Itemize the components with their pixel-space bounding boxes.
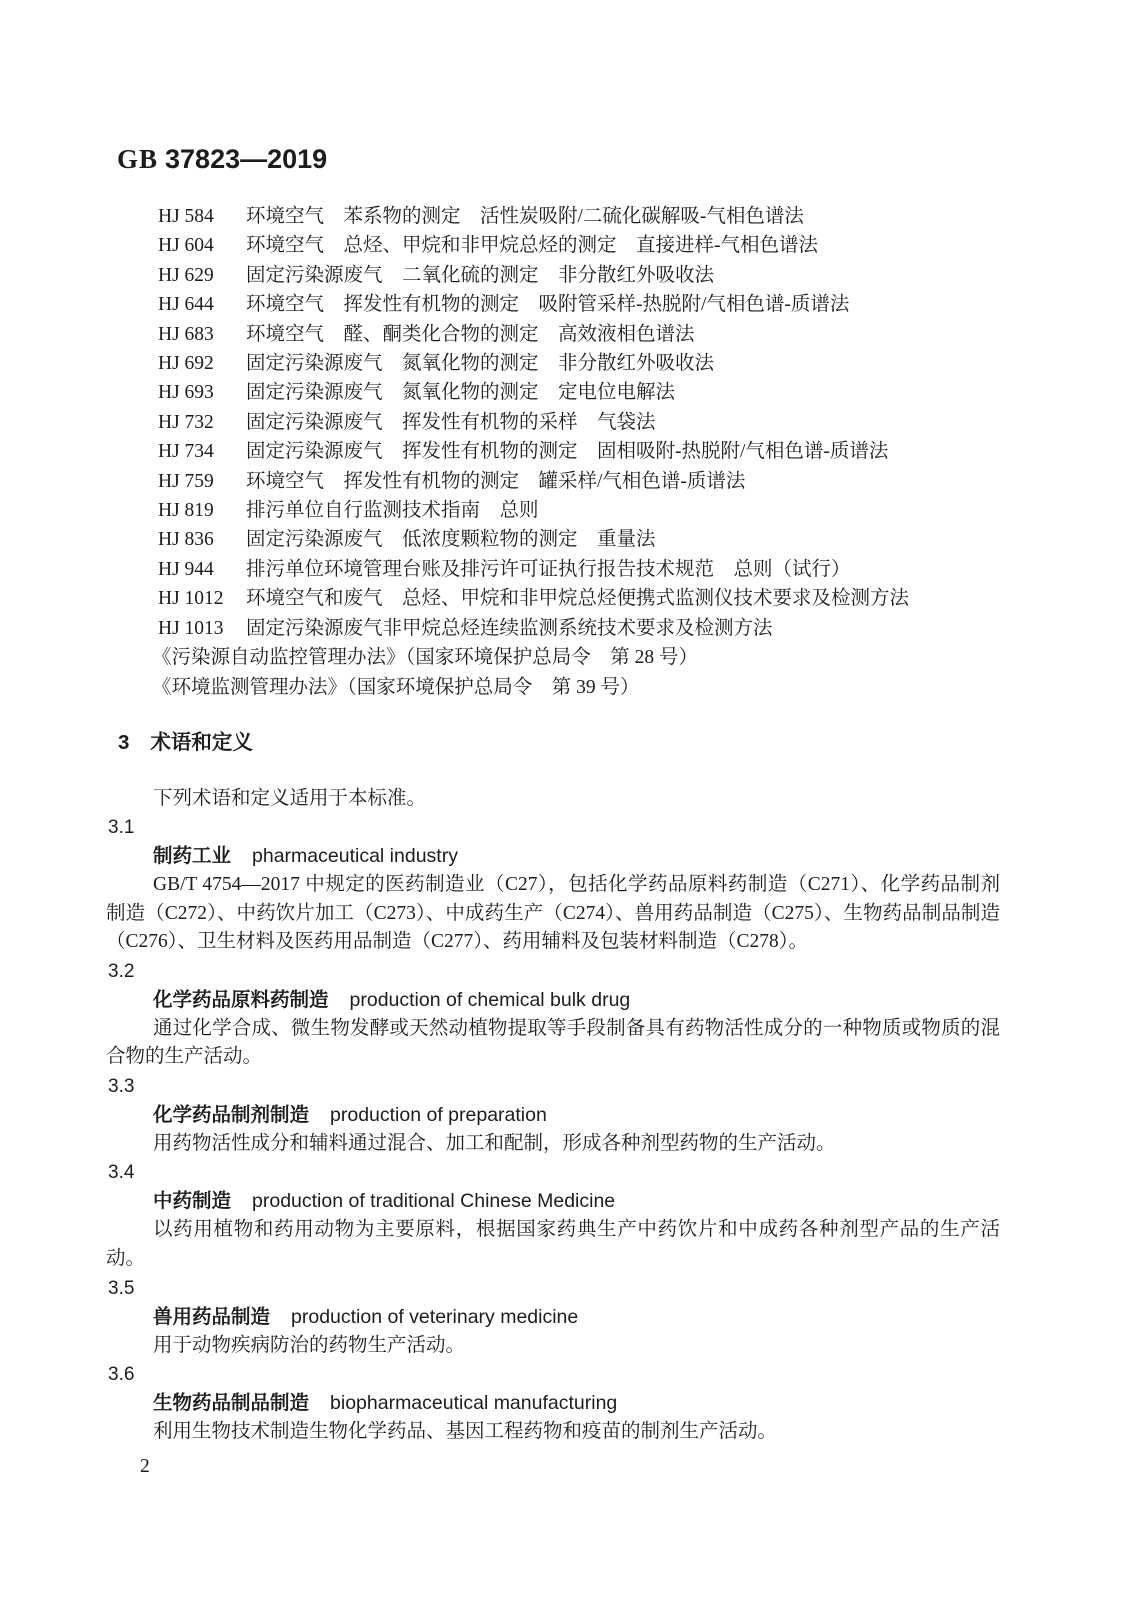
reference-item — [106, 202, 1000, 231]
page-number: 2 — [140, 1455, 150, 1477]
term-number: 3.2 — [108, 960, 135, 982]
term-definition-block — [106, 957, 1000, 1072]
reference-code: HJ 944 — [158, 558, 214, 580]
reference-item — [106, 614, 1000, 643]
term-chinese: 制药工业 — [153, 844, 232, 867]
term-number: 3.5 — [108, 1277, 135, 1299]
reference-title: 固定污染源废气 挥发性有机物的采样 气袋法 — [246, 411, 656, 433]
standard-code: 37823—2019 — [165, 144, 328, 174]
reference-item — [106, 525, 1000, 554]
reference-item — [106, 467, 1000, 496]
term-english: production of veterinary medicine — [291, 1305, 579, 1328]
term-heading — [106, 842, 1000, 871]
reference-item — [106, 261, 1000, 290]
term-heading — [106, 986, 1000, 1015]
term-definition-text: 通过化学合成、微生物发酵或天然动植物提取等手段制备具有药物活性成分的一种物质或物质的混合物的生产活动。 — [106, 1017, 1000, 1068]
reference-item — [106, 349, 1000, 378]
reference-title: 固定污染源废气 低浓度颗粒物的测定 重量法 — [246, 529, 656, 551]
term-number: 3.3 — [108, 1075, 135, 1097]
term-english: biopharmaceutical manufacturing — [330, 1392, 618, 1415]
term-heading — [106, 1303, 1000, 1332]
term-definition-block — [106, 1360, 1000, 1447]
references-list — [106, 202, 1000, 643]
reference-item — [106, 584, 1000, 613]
reference-code: HJ 759 — [158, 470, 214, 492]
section-intro: 下列术语和定义适用于本标准。 — [153, 787, 427, 809]
reference-code: HJ 732 — [158, 411, 214, 433]
section-heading — [106, 728, 1000, 757]
reference-title: 环境空气 醛、酮类化合物的测定 高效液相色谱法 — [246, 323, 695, 345]
reference-item — [106, 378, 1000, 407]
reference-code: HJ 604 — [158, 235, 214, 257]
reference-title: 环境空气 挥发性有机物的测定 罐采样/气相色谱-质谱法 — [246, 470, 746, 492]
term-definition-text: 以药用植物和药用动物为主要原料，根据国家药典生产中药饮片和中成药各种剂型产品的生产活动。 — [106, 1219, 1000, 1270]
section-title: 术语和定义 — [150, 730, 253, 754]
reference-code: HJ 683 — [158, 323, 214, 345]
term-english: production of chemical bulk drug — [349, 988, 631, 1011]
term-definition-block — [106, 1158, 1000, 1273]
reference-title: 固定污染源废气 二氧化硫的测定 非分散红外吸收法 — [246, 264, 715, 286]
term-number: 3.4 — [108, 1162, 135, 1184]
term-definition-block — [106, 1274, 1000, 1361]
reference-title: 环境空气 总烃、甲烷和非甲烷总烃的测定 直接进样-气相色谱法 — [246, 235, 818, 257]
term-definition-block — [106, 1072, 1000, 1159]
reference-item — [106, 437, 1000, 466]
reference-title: 固定污染源废气 氮氧化物的测定 非分散红外吸收法 — [246, 353, 715, 375]
reference-code: HJ 644 — [158, 294, 214, 316]
reference-title: 排污单位环境管理台账及排污许可证执行报告技术规范 总则（试行） — [246, 558, 851, 580]
regulations-list — [106, 643, 1000, 702]
regulation-item: 《环境监测管理办法》（国家环境保护总局令 第 39 号） — [152, 676, 640, 698]
term-definition-text: 用于动物疾病防治的药物生产活动。 — [153, 1334, 466, 1356]
standard-prefix: GB — [117, 144, 159, 174]
term-chinese: 化学药品制剂制造 — [153, 1103, 310, 1126]
term-number: 3.1 — [108, 816, 135, 838]
term-definition-text: 利用生物技术制造生物化学药品、基因工程药物和疫苗的制剂生产活动。 — [153, 1421, 778, 1443]
reference-code: HJ 1012 — [158, 588, 224, 610]
term-chinese: 生物药品制品制造 — [153, 1392, 310, 1415]
reference-item — [106, 555, 1000, 584]
term-chinese: 兽用药品制造 — [153, 1305, 271, 1328]
section-number: 3 — [118, 730, 130, 754]
term-english: production of preparation — [330, 1103, 547, 1126]
reference-code: HJ 584 — [158, 206, 214, 227]
reference-title: 环境空气 苯系物的测定 活性炭吸附/二硫化碳解吸-气相色谱法 — [246, 206, 804, 227]
term-heading — [106, 1101, 1000, 1130]
reference-title: 固定污染源废气非甲烷总烃连续监测系统技术要求及检测方法 — [246, 617, 773, 639]
reference-item — [106, 320, 1000, 349]
reference-title: 排污单位自行监测技术指南 总则 — [246, 500, 539, 522]
term-chinese: 化学药品原料药制造 — [153, 988, 329, 1011]
term-definition-text: GB/T 4754—2017 中规定的医药制造业（C27），包括化学药品原料药制造（C271）、化学药品制剂制造（C272）、中药饮片加工（C273）、中成药生产（C274）、兽用药品制造（C275）、生物药品制品制造（C276）、卫生材料及医药用品制造（C277）、药用辅料及包装材料制造（C278）。 — [106, 873, 1000, 953]
regulation-item: 《污染源自动监控管理办法》（国家环境保护总局令 第 28 号） — [152, 647, 699, 669]
reference-item — [106, 408, 1000, 437]
document-number — [106, 146, 1000, 173]
reference-title: 环境空气和废气 总烃、甲烷和非甲烷总烃便携式监测仪技术要求及检测方法 — [246, 588, 910, 610]
reference-title: 固定污染源废气 挥发性有机物的测定 固相吸附-热脱附/气相色谱-质谱法 — [246, 441, 889, 463]
reference-item — [106, 290, 1000, 319]
terms-list — [106, 813, 1000, 1447]
reference-title: 环境空气 挥发性有机物的测定 吸附管采样-热脱附/气相色谱-质谱法 — [246, 294, 850, 316]
reference-code: HJ 836 — [158, 529, 214, 551]
reference-code: HJ 819 — [158, 500, 214, 522]
term-chinese: 中药制造 — [153, 1190, 232, 1213]
reference-code: HJ 734 — [158, 441, 214, 463]
term-english: production of traditional Chinese Medicine — [252, 1190, 616, 1213]
term-number: 3.6 — [108, 1364, 135, 1386]
term-heading — [106, 1187, 1000, 1216]
reference-title: 固定污染源废气 氮氧化物的测定 定电位电解法 — [246, 382, 676, 404]
reference-code: HJ 693 — [158, 382, 214, 404]
term-definition-block — [106, 813, 1000, 957]
reference-code: HJ 1013 — [158, 617, 224, 639]
reference-item — [106, 231, 1000, 260]
reference-code: HJ 629 — [158, 264, 214, 286]
reference-item — [106, 496, 1000, 525]
term-definition-text: 用药物活性成分和辅料通过混合、加工和配制，形成各种剂型药物的生产活动。 — [153, 1132, 836, 1154]
term-english: pharmaceutical industry — [252, 844, 458, 867]
reference-code: HJ 692 — [158, 353, 214, 375]
term-heading — [106, 1389, 1000, 1418]
